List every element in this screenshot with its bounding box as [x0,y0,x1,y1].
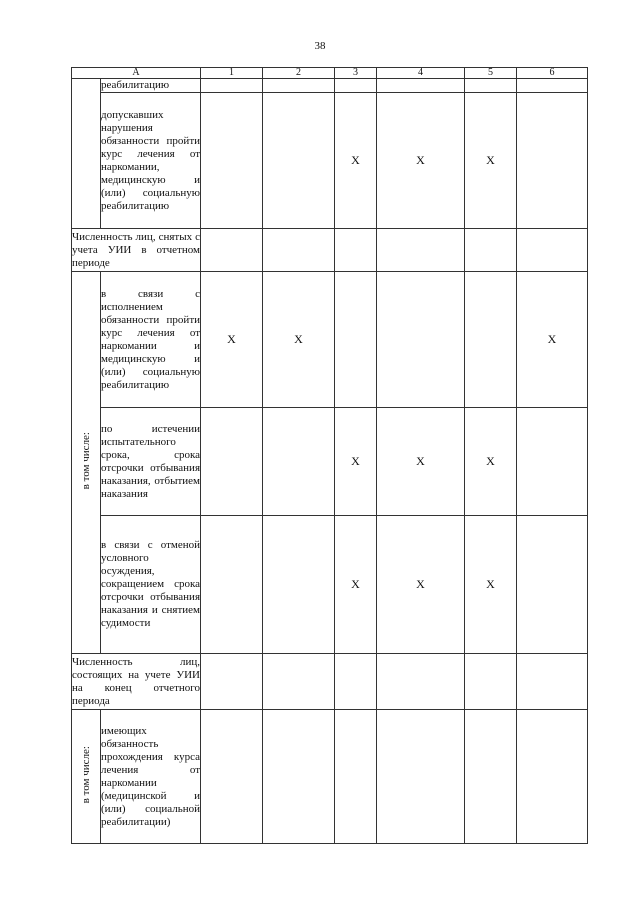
header-row [72,68,588,79]
cell-1 [201,654,263,710]
cell-2: X [263,272,335,408]
cell-3: X [335,408,377,516]
row-label: Численность лиц, состоящих на учете УИИ на конец отчетного периода [72,654,201,710]
cell-6 [517,93,588,229]
cell-4 [377,654,465,710]
header-col-1: 1 [201,68,263,79]
cell-5: X [465,516,517,654]
cell-2 [263,408,335,516]
page-number: 38 [314,40,326,52]
cell-3 [335,710,377,844]
table-row [72,93,588,229]
cell-6 [517,710,588,844]
cell-4 [377,229,465,272]
table-row [72,654,588,710]
group-label: в том числе: [79,745,92,804]
header-col-2: 2 [263,68,335,79]
cell-6 [517,516,588,654]
cell-1 [201,408,263,516]
row-label: по истечении испытательного срока, срока отсрочки отбывания наказания, отбытием наказания [101,408,201,516]
cell-3 [335,79,377,93]
cell-6 [517,229,588,272]
row-label: имеющих обязанность прохождения курса лечения от наркомании (медицинской и (или) социальной реабилитации) [101,710,201,844]
cell-2 [263,229,335,272]
cell-6: X [517,272,588,408]
group-label-cell [72,272,101,654]
cell-4 [377,79,465,93]
cell-1: X [201,272,263,408]
table-row [72,710,588,844]
cell-3: X [335,93,377,229]
cell-3 [335,272,377,408]
cell-2 [263,710,335,844]
row-label: допускавших нарушения обязанности пройти курс лечения от наркомании, медицинскую и (или) социальную реабилитацию [101,93,201,229]
cell-5: X [465,93,517,229]
cell-2 [263,79,335,93]
cell-1 [201,710,263,844]
cell-3 [335,654,377,710]
table-row [72,229,588,272]
report-table [71,67,588,844]
cell-6 [517,654,588,710]
cell-2 [263,654,335,710]
header-col-5: 5 [465,68,517,79]
cell-2 [263,516,335,654]
cell-5 [465,272,517,408]
group-label: в том числе: [79,431,92,490]
cell-5: X [465,408,517,516]
table-row [72,516,588,654]
header-col-4: 4 [377,68,465,79]
cell-4: X [377,93,465,229]
table-row [72,79,588,93]
cell-5 [465,654,517,710]
cell-1 [201,516,263,654]
header-col-a: А [72,68,201,79]
group-label-cell [72,710,101,844]
cell-1 [201,93,263,229]
cell-1 [201,79,263,93]
cell-6 [517,79,588,93]
row-label: реабилитацию [101,79,201,93]
table-row [72,272,588,408]
cell-1 [201,229,263,272]
row-label: Численность лиц, снятых с учета УИИ в отчетном периоде [72,229,201,272]
cell-3: X [335,516,377,654]
cell-6 [517,408,588,516]
row-label: в связи с исполнением обязанности пройти курс лечения от наркомании и медицинскую и (или) социальную реабилитацию [101,272,201,408]
cell-5 [465,710,517,844]
cell-5 [465,229,517,272]
cell-2 [263,93,335,229]
table-row [72,408,588,516]
header-col-6: 6 [517,68,588,79]
header-col-3: 3 [335,68,377,79]
cell-4 [377,272,465,408]
row-gutter [72,79,101,229]
cell-4 [377,710,465,844]
cell-4: X [377,516,465,654]
cell-5 [465,79,517,93]
cell-3 [335,229,377,272]
row-label: в связи с отменой условного осуждения, сокращением срока отсрочки отбывания наказания и снятием судимости [101,516,201,654]
cell-4: X [377,408,465,516]
